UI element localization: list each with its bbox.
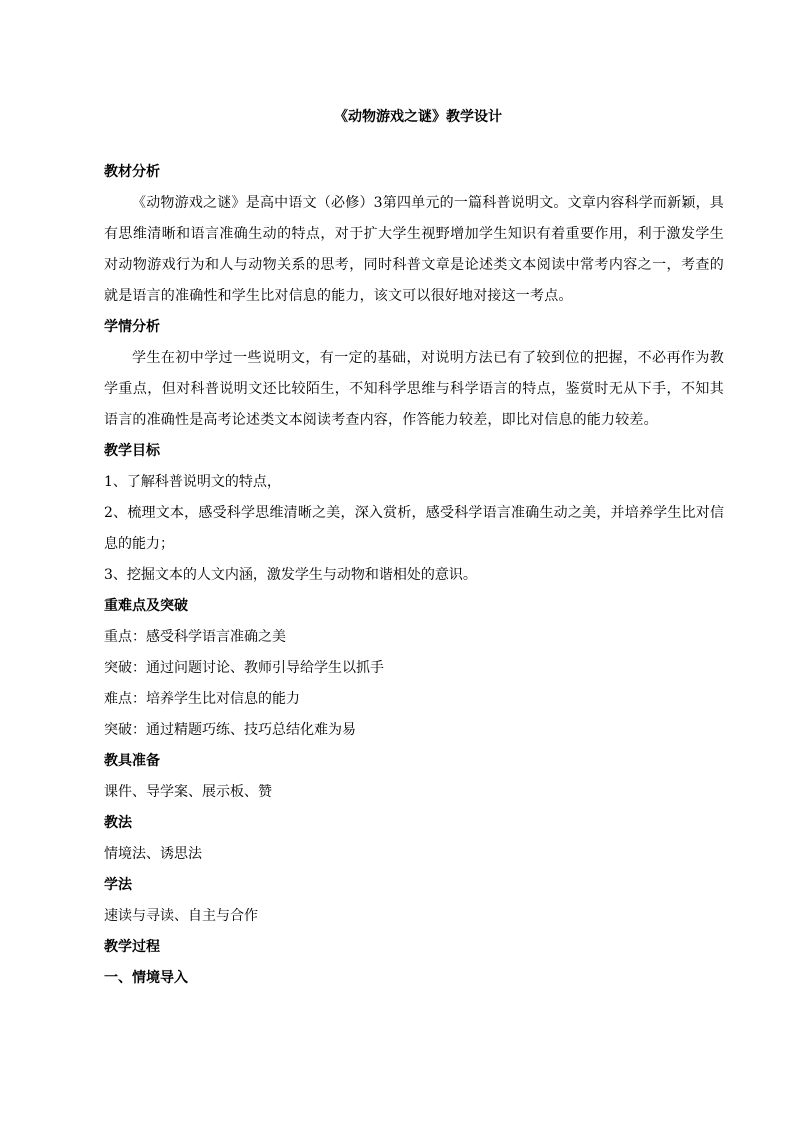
- heading-teaching-tools: 教具准备: [104, 753, 160, 769]
- key-point-breakthrough-2: 突破：通过精题巧练、技巧总结化难为易: [104, 722, 356, 738]
- process-step-1: 一、情境导入: [104, 970, 188, 986]
- heading-teaching-method: 教法: [104, 815, 132, 831]
- goal-item-1: 1、了解科普说明文的特点，: [104, 474, 281, 490]
- key-point-focus: 重点：感受科学语言准确之美: [104, 629, 286, 645]
- heading-key-points: 重难点及突破: [104, 598, 188, 614]
- key-point-breakthrough-1: 突破：通过问题讨论、教师引导给学生以抓手: [104, 660, 384, 676]
- heading-student-analysis: 学情分析: [104, 319, 160, 335]
- goal-item-3: 3、挖掘文本的人文内涵，激发学生与动物和谐相处的意识。: [104, 567, 477, 583]
- heading-material-analysis: 教材分析: [104, 164, 160, 180]
- key-point-difficulty: 难点：培养学生比对信息的能力: [104, 691, 300, 707]
- paragraph-material-analysis: 《动物游戏之谜》是高中语文（必修）3第四单元的一篇科普说明文。文章内容科学而新颖，具有思维清晰和语言准确生动的特点，对于扩大学生视野增加学生知识有着重要作用，利于激发学生对动物游戏行为和人与动物关系的思考，同时科普文章是论述类文本阅读中常考内容之一，考查的就是语言的准确性和学生比对信息的能力，该文可以很好地对接这一考点。: [104, 195, 724, 304]
- heading-teaching-goals: 教学目标: [104, 443, 160, 459]
- teaching-tools-text: 课件、导学案、展示板、赞: [104, 784, 272, 800]
- learning-method-text: 速读与寻读、自主与合作: [104, 908, 258, 924]
- heading-teaching-process: 教学过程: [104, 939, 160, 955]
- paragraph-student-analysis: 学生在初中学过一些说明文，有一定的基础，对说明方法已有了较到位的把握，不必再作为教学重点，但对科普说明文还比较陌生，不知科学思维与科学语言的特点，鉴赏时无从下手，不知其语言的准确性是高考论述类文本阅读考查内容，作答能力较差，即比对信息的能力较差。: [104, 350, 724, 428]
- teaching-method-text: 情境法、诱思法: [104, 846, 202, 862]
- document-title: 《动物游戏之谜》教学设计: [334, 109, 502, 125]
- document-body: [104, 102, 724, 994]
- goal-item-2: 2、梳理文本，感受科学思维清晰之美，深入赏析，感受科学语言准确生动之美，并培养学生比对信息的能力；: [104, 505, 724, 552]
- heading-learning-method: 学法: [104, 877, 132, 893]
